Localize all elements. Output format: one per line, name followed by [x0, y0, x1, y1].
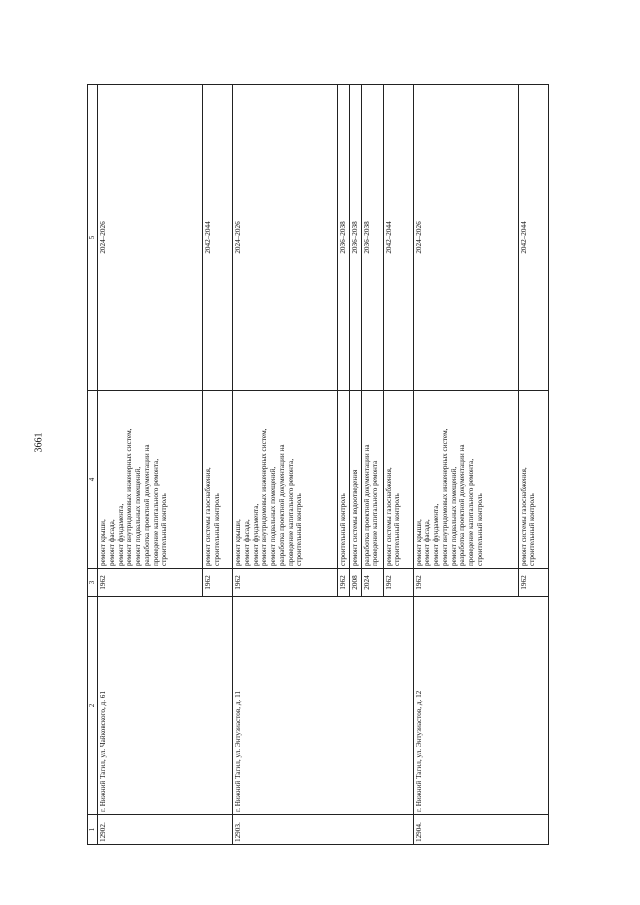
work-item: ремонт фасада, — [423, 519, 432, 566]
header-row — [88, 85, 98, 845]
table-row — [233, 85, 338, 845]
work-item: проведение капитального ремонта, — [151, 458, 160, 566]
work-item: ремонт системы водоотведения — [350, 469, 359, 566]
period-cell: 2024–2026 — [413, 85, 518, 391]
work-item: строительный контроль — [295, 493, 304, 566]
year-cell: 1962 — [203, 569, 233, 597]
work-item: ремонт системы газоснабжения, — [519, 467, 528, 566]
work-item: ремонт крыши, — [414, 519, 423, 566]
column-header: 1 — [88, 815, 98, 845]
table-body — [98, 85, 549, 845]
table-row — [413, 85, 518, 845]
work-item: строительный контроль — [160, 493, 169, 566]
work-item: проведение капитального ремонта, — [286, 458, 295, 566]
work-item: ремонт фасада, — [242, 519, 251, 566]
page-number: 3661 — [33, 432, 45, 453]
work-item: ремонт фасада, — [107, 519, 116, 566]
work-item: разработка проектной документации на — [277, 444, 286, 566]
work-item: ремонт фундамента, — [432, 503, 441, 566]
work-item: строительный контроль — [476, 493, 485, 566]
period-cell: 2024–2026 — [233, 85, 338, 391]
column-header: 3 — [88, 569, 98, 597]
work-item: ремонт подвальных помещений, — [134, 466, 143, 566]
address-cell: г. Нижний Тагил, ул. Энтузиастов, д. 11 — [233, 597, 414, 815]
work-item: ремонт внутридомовых инженерных систем, — [440, 428, 449, 566]
work-item: ремонт системы газоснабжения, — [384, 467, 393, 566]
work-item: ремонт внутридомовых инженерных систем, — [260, 428, 269, 566]
period-cell: 2042–2044 — [383, 85, 413, 391]
work-item: ремонт подвальных помещений, — [269, 466, 278, 566]
work-item: ремонт крыши, — [99, 519, 107, 566]
work-list-cell — [203, 391, 233, 569]
work-list-cell — [349, 391, 361, 569]
column-header: 2 — [88, 597, 98, 815]
year-cell: 1962 — [413, 569, 518, 597]
period-cell: 2042–2044 — [518, 85, 548, 391]
work-list-cell — [383, 391, 413, 569]
work-list-cell — [98, 391, 203, 569]
period-cell: 2042–2044 — [203, 85, 233, 391]
year-cell: 2024 — [361, 569, 383, 597]
table-row — [98, 85, 203, 845]
year-cell: 1962 — [518, 569, 548, 597]
work-list-cell — [361, 391, 383, 569]
row-number: 12903. — [233, 815, 414, 845]
work-item: ремонт фундамента, — [116, 503, 125, 566]
work-item: ремонт крыши, — [234, 519, 242, 566]
work-item: ремонт фундамента, — [251, 503, 260, 566]
year-cell: 1962 — [233, 569, 338, 597]
work-item: строительный контроль — [528, 493, 537, 566]
work-list-cell — [518, 391, 548, 569]
work-list-cell — [413, 391, 518, 569]
address-cell: г. Нижний Тагил, ул. Чайковского, д. 61 — [98, 597, 233, 815]
work-item: строительный контроль — [393, 493, 402, 566]
row-number: 12904. — [413, 815, 548, 845]
year-cell: 2008 — [349, 569, 361, 597]
year-cell: 1962 — [98, 569, 203, 597]
work-item: ремонт внутридомовых инженерных систем, — [125, 428, 134, 566]
work-list-cell — [338, 391, 350, 569]
period-cell: 2036–2038 — [349, 85, 361, 391]
work-item: ремонт подвальных помещений, — [449, 466, 458, 566]
work-item: строительный контроль — [212, 493, 221, 566]
work-item: разработка проектной документации на — [458, 444, 467, 566]
work-item: разработка проектной документации на — [362, 444, 371, 566]
period-cell: 2024–2026 — [98, 85, 203, 391]
work-item: проведение капитального ремонта — [371, 460, 380, 566]
work-item: строительный контроль — [339, 493, 347, 566]
address-cell: г. Нижний Тагил, ул. Энтузиастов, д. 12 — [413, 597, 548, 815]
row-number: 12902. — [98, 815, 233, 845]
work-list-cell — [233, 391, 338, 569]
work-item: проведение капитального ремонта, — [467, 458, 476, 566]
column-header: 4 — [88, 391, 98, 569]
year-cell: 1962 — [338, 569, 350, 597]
work-item: разработка проектной документации на — [142, 444, 151, 566]
work-item: ремонт системы газоснабжения, — [204, 467, 212, 566]
repair-schedule-table — [87, 84, 549, 845]
column-header: 5 — [88, 85, 98, 391]
period-cell: 2036–2038 — [361, 85, 383, 391]
year-cell: 1962 — [383, 569, 413, 597]
period-cell: 2036–2038 — [338, 85, 350, 391]
rotated-table-container — [87, 85, 537, 845]
